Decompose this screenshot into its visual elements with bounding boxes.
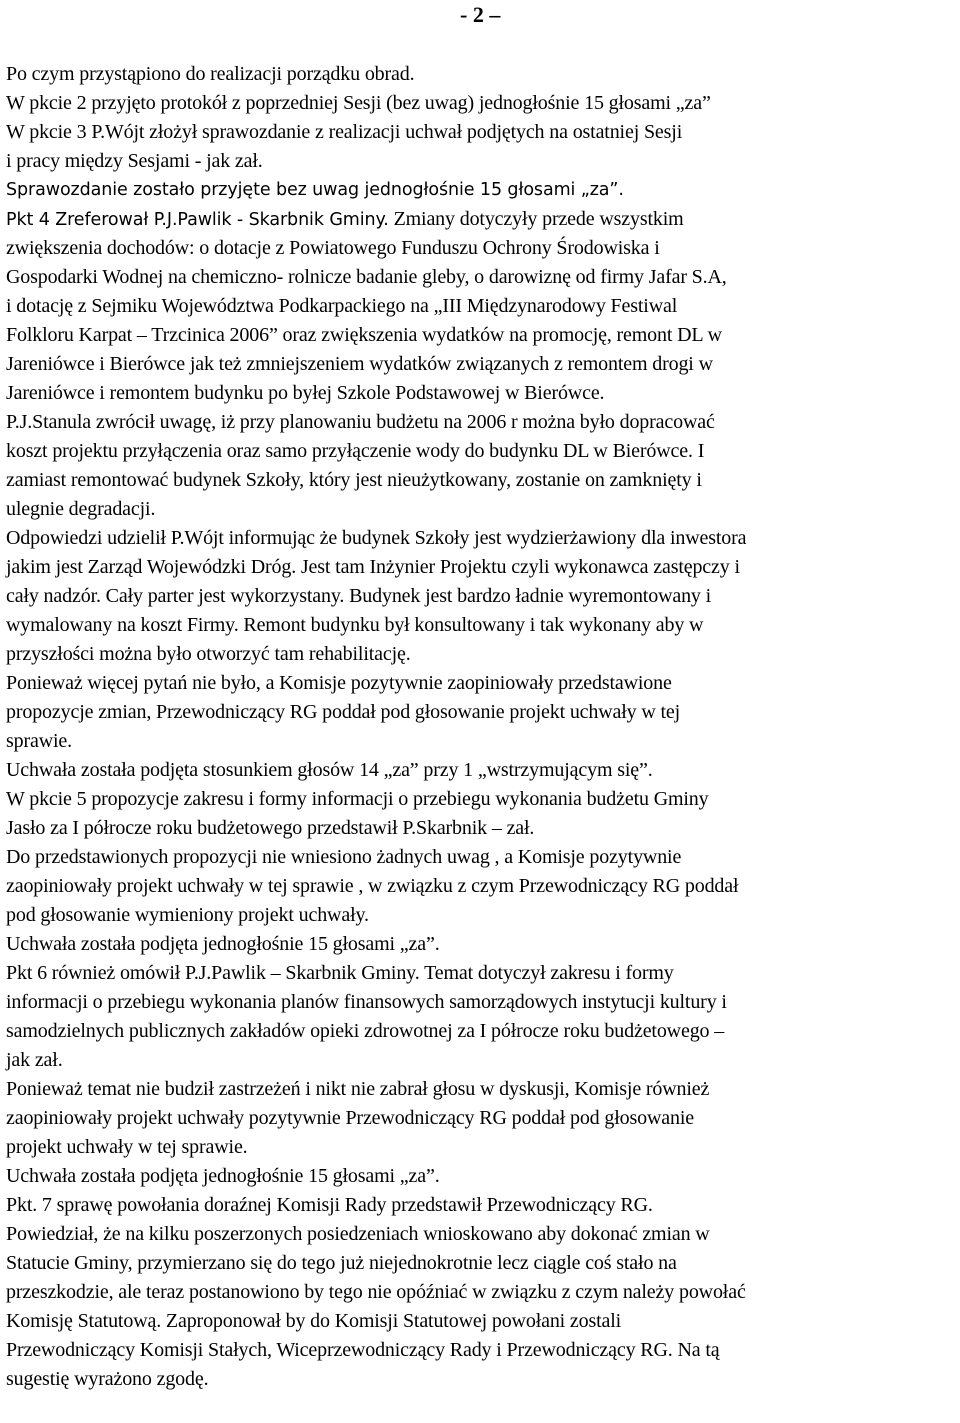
text-line: jakim jest Zarząd Wojewódzki Dróg. Jest tam Inżynier Projektu czyli wykonawca zastępczy i: [6, 556, 740, 578]
text-line: Powiedział, że na kilku poszerzonych posiedzeniach wnioskowano aby dokonać zmian w: [6, 1223, 710, 1245]
text-line: samodzielnych publicznych zakładów opieki zdrowotnej za I półrocze roku budżetowego –: [6, 1020, 725, 1042]
text-line: wymalowany na koszt Firmy. Remont budynku był konsultowany i tak wykonany aby w: [6, 614, 704, 636]
text-line: Pkt 6 również omówił P.J.Pawlik – Skarbnik Gminy. Temat dotyczył zakresu i formy: [6, 962, 674, 984]
text-segment: Pkt 4 Zreferował P.J.Pawlik - Skarbnik Gminy.: [6, 210, 389, 230]
text-line: propozycje zmian, Przewodniczący RG poddał pod głosowanie projekt uchwały w tej: [6, 701, 681, 723]
text-line: pod głosowanie wymieniony projekt uchwały.: [6, 904, 369, 926]
text-line: i pracy między Sesjami - jak zał.: [6, 150, 263, 172]
text-line: Gospodarki Wodnej na chemiczno- rolnicze badanie gleby, o darowiznę od firmy Jafar S.A,: [6, 266, 727, 288]
text-line: [6, 1394, 956, 1423]
text-line: W pkcie 3 P.Wójt złożył sprawozdanie z realizacji uchwał podjętych na ostatniej Sesji: [6, 121, 683, 143]
text-line: Jasło za I półrocze roku budżetowego przedstawił P.Skarbnik – zał.: [6, 817, 535, 839]
text-line: Uchwała została podjęta stosunkiem głosów 14 „za” przy 1 „wstrzymującym się”.: [6, 759, 653, 781]
text-line: Przewodniczący Komisji Stałych, Wiceprzewodniczący Rady i Przewodniczący RG. Na tą: [6, 1339, 720, 1361]
text-line: Pkt. 7 sprawę powołania doraźnej Komisji Rady przedstawił Przewodniczący RG.: [6, 1194, 653, 1216]
text-line: przeszkodzie, ale teraz postanowiono by tego nie opóźniać w związku z czym należy powołać: [6, 1281, 746, 1303]
text-line: Uchwała została podjęta jednogłośnie 15 głosami „za”.: [6, 933, 440, 955]
text-line: W pkcie 2 przyjęto protokół z poprzedniej Sesji (bez uwag) jednogłośnie 15 głosami „za”: [6, 92, 711, 114]
text-line: Sprawozdanie zostało przyjęte bez uwag jednogłośnie 15 głosami „za”.: [6, 180, 624, 200]
text-line: projekt uchwały w tej sprawie.: [6, 1136, 248, 1158]
text-line: ulegnie degradacji.: [6, 498, 156, 520]
text-line: W pkcie 5 propozycje zakresu i formy informacji o przebiegu wykonania budżetu Gminy: [6, 788, 709, 810]
text-line: P.J.Stanula zwrócił uwagę, iż przy planowaniu budżetu na 2006 r można było dopracować: [6, 411, 715, 433]
page-number: - 2 –: [460, 2, 501, 27]
text-line: Odpowiedzi udzielił P.Wójt informując że budynek Szkoły jest wydzierżawiony dla inwestora: [6, 527, 747, 549]
text-line: Do przedstawionych propozycji nie wniesiono żadnych uwag , a Komisje pozytywnie: [6, 846, 682, 868]
text-segment: Zmiany dotyczyły przede wszystkim: [388, 208, 684, 230]
text-line: zamiast remontować budynek Szkoły, który jest nieużytkowany, zostanie on zamknięty i: [6, 469, 702, 491]
text-line-mixed: [6, 205, 956, 234]
text-line: Uchwała została podjęta jednogłośnie 15 głosami „za”.: [6, 1165, 440, 1187]
text-line: Komisję Statutową. Zaproponował by do Komisji Statutowej powołani zostali: [6, 1310, 622, 1332]
text-line: Jareniówce i remontem budynku po byłej Szkole Podstawowej w Bierówce.: [6, 382, 605, 404]
document-body: [6, 60, 956, 1423]
text-line: zwiększenia dochodów: o dotacje z Powiatowego Funduszu Ochrony Środowiska i: [6, 237, 660, 259]
text-line: i dotację z Sejmiku Województwa Podkarpackiego na „III Międzynarodowy Festiwal: [6, 295, 678, 317]
text-line: Statucie Gminy, przymierzano się do tego już niejednokrotnie lecz ciągle coś stało na: [6, 1252, 677, 1274]
text-line: cały nadzór. Cały parter jest wykorzystany. Budynek jest bardzo ładnie wyremontowany i: [6, 585, 712, 607]
text-line: sprawie.: [6, 730, 72, 752]
text-line: zaopiniowały projekt uchwały w tej sprawie , w związku z czym Przewodniczący RG poddał: [6, 875, 739, 897]
text-line: informacji o przebiegu wykonania planów finansowych samorządowych instytucji kultury i: [6, 991, 727, 1013]
text-line: jak zał.: [6, 1049, 63, 1071]
text-line: Ponieważ więcej pytań nie było, a Komisje pozytywnie zaopiniowały przedstawione: [6, 672, 672, 694]
text-line: Jareniówce i Bierówce jak też zmniejszeniem wydatków związanych z remontem drogi w: [6, 353, 713, 375]
text-line: koszt projektu przyłączenia oraz samo przyłączenie wody do budynku DL w Bierówce. I: [6, 440, 705, 462]
text-line: sugestię wyrażono zgodę.: [6, 1368, 209, 1390]
text-line: Po czym przystąpiono do realizacji porządku obrad.: [6, 63, 415, 85]
text-line: Folkloru Karpat – Trzcinica 2006” oraz zwiększenia wydatków na promocję, remont DL w: [6, 324, 722, 346]
text-line: przyszłości można było otworzyć tam rehabilitację.: [6, 643, 411, 665]
text-line: zaopiniowały projekt uchwały pozytywnie Przewodniczący RG poddał pod głosowanie: [6, 1107, 694, 1129]
text-line: Ponieważ temat nie budził zastrzeżeń i nikt nie zabrał głosu w dyskusji, Komisje również: [6, 1078, 710, 1100]
